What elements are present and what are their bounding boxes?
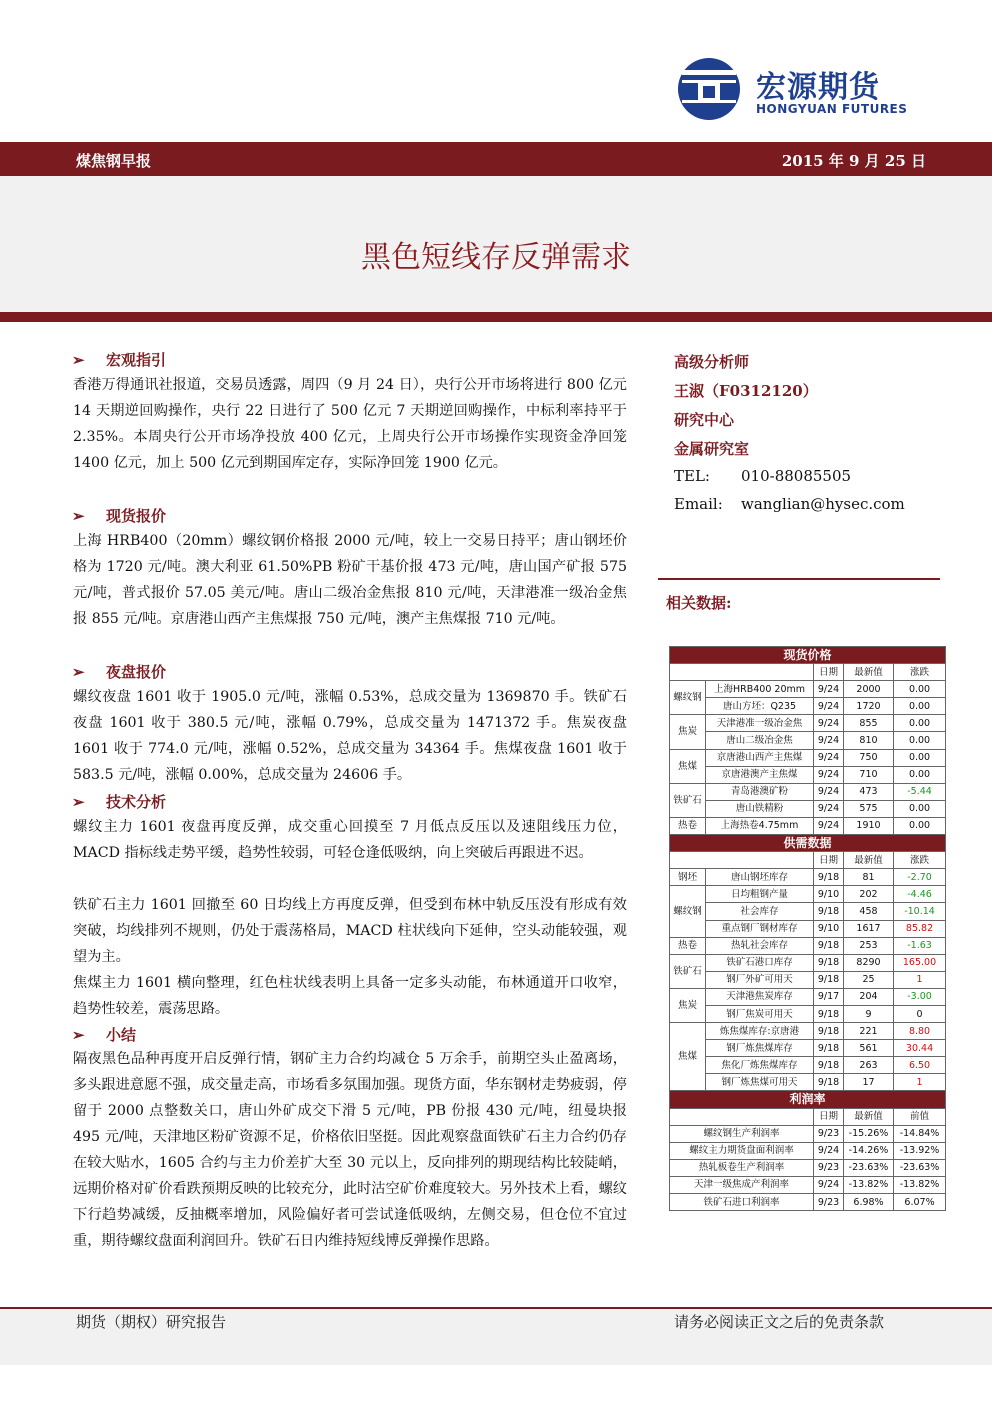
table-prev-cell: -13.92% bbox=[894, 1142, 946, 1159]
company-logo bbox=[676, 56, 926, 122]
arrow-bullet-icon: ➢ bbox=[72, 793, 85, 811]
table-date-cell: 9/10 bbox=[814, 920, 844, 937]
table-value-cell: 6.98% bbox=[844, 1194, 894, 1211]
table-item-cell: 社会库存 bbox=[706, 903, 814, 920]
table-item-cell: 京唐港澳产主焦煤 bbox=[706, 766, 814, 783]
table-header-blank bbox=[670, 664, 814, 681]
table-value-cell: 750 bbox=[844, 749, 894, 766]
table-section-title-row bbox=[670, 835, 946, 852]
table-category-cell: 螺纹钢 bbox=[670, 886, 706, 937]
table-item-cell: 天津港焦炭库存 bbox=[706, 988, 814, 1005]
table-date-cell: 9/24 bbox=[814, 1142, 844, 1159]
table-value-cell: 1720 bbox=[844, 698, 894, 715]
logo-chinese-name: 宏源期货 bbox=[756, 70, 880, 105]
table-row bbox=[670, 971, 946, 988]
table-prev-cell: -14.84% bbox=[894, 1125, 946, 1142]
analyst-name: 王淑（F0312120） bbox=[674, 382, 818, 400]
table-change-cell: 0.00 bbox=[894, 732, 946, 749]
tel-value: 010-88085505 bbox=[741, 467, 852, 485]
table-date-cell: 9/23 bbox=[814, 1194, 844, 1211]
arrow-bullet-icon: ➢ bbox=[72, 351, 85, 369]
tel-label: TEL: bbox=[674, 467, 710, 485]
footer-divider bbox=[0, 1307, 992, 1309]
table-section-title-row bbox=[670, 1091, 946, 1108]
table-item-cell: 唐山钢坯库存 bbox=[706, 869, 814, 886]
table-value-cell: 9 bbox=[844, 1005, 894, 1022]
table-value-cell: -15.26% bbox=[844, 1125, 894, 1142]
table-row bbox=[670, 766, 946, 783]
market-data-table bbox=[669, 646, 946, 1211]
table-section-title: 现货价格 bbox=[670, 647, 946, 664]
table-row bbox=[670, 869, 946, 886]
table-date-cell: 9/18 bbox=[814, 869, 844, 886]
section-heading-macro: ➢ 宏观指引 bbox=[72, 351, 167, 369]
table-row bbox=[670, 920, 946, 937]
arrow-bullet-icon: ➢ bbox=[72, 663, 85, 681]
table-row bbox=[670, 1142, 946, 1159]
table-change-cell: -1.63 bbox=[894, 937, 946, 954]
table-change-cell: 85.82 bbox=[894, 920, 946, 937]
page-title: 黑色短线存反弹需求 bbox=[361, 240, 631, 275]
table-header-cell: 涨跌 bbox=[894, 852, 946, 869]
table-value-cell: 473 bbox=[844, 783, 894, 800]
table-header-cell: 日期 bbox=[814, 1108, 844, 1125]
paragraph-night: 螺纹夜盘 1601 收于 1905.0 元/吨，涨幅 0.53%，总成交量为 1369870 手。铁矿石夜盘 1601 收于 380.5 元/吨，涨幅 0.79%，总成交量为 1471372 手。焦炭夜盘 1601 收于 774.0 元/吨，涨幅 0.52%，总成交量为 34364 手。焦煤夜盘 1601 收于 583.5 元/吨，涨幅 0.00%，总成交量为 24606 手。 bbox=[73, 689, 627, 783]
table-value-cell: -23.63% bbox=[844, 1159, 894, 1176]
table-date-cell: 9/24 bbox=[814, 766, 844, 783]
table-item-cell: 钢厂炼焦煤可用天 bbox=[706, 1074, 814, 1091]
report-type: 煤焦钢早报 bbox=[76, 152, 152, 170]
table-row bbox=[670, 749, 946, 766]
table-change-cell: 0.00 bbox=[894, 715, 946, 732]
table-row bbox=[670, 800, 946, 817]
table-row bbox=[670, 988, 946, 1005]
table-row bbox=[670, 698, 946, 715]
table-category-cell: 焦炭 bbox=[670, 715, 706, 749]
table-section-title-row bbox=[670, 647, 946, 664]
table-value-cell: 263 bbox=[844, 1057, 894, 1074]
table-row bbox=[670, 903, 946, 920]
arrow-bullet-icon: ➢ bbox=[72, 507, 85, 525]
table-date-cell: 9/18 bbox=[814, 903, 844, 920]
table-change-cell: -5.44 bbox=[894, 783, 946, 800]
table-item-cell: 铁矿石进口利润率 bbox=[670, 1194, 814, 1211]
table-header-cell: 前值 bbox=[894, 1108, 946, 1125]
table-prev-cell: -13.82% bbox=[894, 1176, 946, 1193]
table-change-cell: 165.00 bbox=[894, 954, 946, 971]
table-date-cell: 9/24 bbox=[814, 681, 844, 698]
table-value-cell: 204 bbox=[844, 988, 894, 1005]
table-category-cell: 铁矿石 bbox=[670, 783, 706, 817]
table-prev-cell: -23.63% bbox=[894, 1159, 946, 1176]
paragraph-technical-1: 螺纹主力 1601 夜盘再度反弹，成交重心回摸至 7 月低点反压以及速阻线压力位，MACD 指标线走势平缓，趋势性较弱，可轻仓逢低吸纳，向上突破后再跟进不迟。 bbox=[73, 819, 627, 861]
table-category-cell: 焦煤 bbox=[670, 1023, 706, 1091]
table-change-cell: 1 bbox=[894, 1074, 946, 1091]
table-item-cell: 炼焦煤库存:京唐港 bbox=[706, 1023, 814, 1040]
table-category-cell: 焦煤 bbox=[670, 749, 706, 783]
paragraph-macro: 香港万得通讯社报道，交易员透露，周四（9 月 24 日），央行公开市场将进行 800 亿元 14 天期逆回购操作，央行 22 日进行了 500 亿元 7 天期逆回购操作，中标利率持平于 2.35%。本周央行公开市场净投放 400 亿元，上周央行公开市场操作实现资金净回笼 1400 亿元，加上 500 亿元到期国库定存，实际净回笼 1900 亿元。 bbox=[73, 377, 627, 471]
table-item-cell: 京唐港山西产主焦煤 bbox=[706, 749, 814, 766]
table-date-cell: 9/18 bbox=[814, 954, 844, 971]
table-change-cell: 30.44 bbox=[894, 1040, 946, 1057]
table-item-cell: 唐山铁精粉 bbox=[706, 800, 814, 817]
section-heading-night: ➢ 夜盘报价 bbox=[72, 663, 167, 681]
table-item-cell: 钢厂焦炭可用天 bbox=[706, 1005, 814, 1022]
table-change-cell: 0.00 bbox=[894, 698, 946, 715]
table-row bbox=[670, 886, 946, 903]
table-change-cell: 0 bbox=[894, 1005, 946, 1022]
table-item-cell: 唐山方坯：Q235 bbox=[706, 698, 814, 715]
table-category-cell: 热卷 bbox=[670, 937, 706, 954]
title-divider bbox=[0, 312, 992, 322]
table-change-cell: 0.00 bbox=[894, 800, 946, 817]
table-date-cell: 9/18 bbox=[814, 1005, 844, 1022]
table-date-cell: 9/24 bbox=[814, 1176, 844, 1193]
table-item-cell: 钢厂炼焦煤库存 bbox=[706, 1040, 814, 1057]
table-header-blank bbox=[670, 1108, 814, 1125]
table-row bbox=[670, 1194, 946, 1211]
table-item-cell: 唐山二级冶金焦 bbox=[706, 732, 814, 749]
table-value-cell: 575 bbox=[844, 800, 894, 817]
table-date-cell: 9/24 bbox=[814, 698, 844, 715]
email-label: Email: bbox=[674, 495, 723, 513]
table-header-row bbox=[670, 1108, 946, 1125]
table-item-cell: 螺纹钢生产利润率 bbox=[670, 1125, 814, 1142]
table-item-cell: 焦化厂炼焦煤库存 bbox=[706, 1057, 814, 1074]
table-item-cell: 铁矿石港口库存 bbox=[706, 954, 814, 971]
email-value[interactable]: wanglian@hysec.com bbox=[741, 495, 905, 513]
table-item-cell: 螺纹主力期货盘面利润率 bbox=[670, 1142, 814, 1159]
table-change-cell: 6.50 bbox=[894, 1057, 946, 1074]
table-date-cell: 9/24 bbox=[814, 817, 844, 834]
section-heading-summary: ➢ 小结 bbox=[72, 1026, 137, 1044]
table-item-cell: 日均粗钢产量 bbox=[706, 886, 814, 903]
table-change-cell: -2.70 bbox=[894, 869, 946, 886]
table-category-cell: 焦炭 bbox=[670, 988, 706, 1022]
table-item-cell: 钢厂外矿可用天 bbox=[706, 971, 814, 988]
table-row bbox=[670, 1125, 946, 1142]
table-row bbox=[670, 1040, 946, 1057]
table-row bbox=[670, 954, 946, 971]
right-column-divider bbox=[658, 578, 940, 580]
table-date-cell: 9/18 bbox=[814, 937, 844, 954]
paragraph-spot: 上海 HRB400（20mm）螺纹钢价格报 2000 元/吨，较上一交易日持平；唐山钢坯价格为 1720 元/吨。澳大利亚 61.50%PB 粉矿干基价报 473 元/吨，唐山国产矿报 575 元/吨，普式报价 57.05 美元/吨。唐山二级冶金焦报 810 元/吨，天津港准一级冶金焦报 855 元/吨。京唐港山西产主焦煤报 750 元/吨，澳产主焦煤报 710 元/吨。 bbox=[73, 533, 627, 627]
table-change-cell: -10.14 bbox=[894, 903, 946, 920]
table-category-cell: 钢坯 bbox=[670, 869, 706, 886]
table-value-cell: 1617 bbox=[844, 920, 894, 937]
table-item-cell: 上海热卷4.75mm bbox=[706, 817, 814, 834]
table-value-cell: 855 bbox=[844, 715, 894, 732]
table-change-cell: 0.00 bbox=[894, 766, 946, 783]
table-section-title: 供需数据 bbox=[670, 835, 946, 852]
table-item-cell: 热轧板卷生产利润率 bbox=[670, 1159, 814, 1176]
table-date-cell: 9/24 bbox=[814, 732, 844, 749]
table-value-cell: 1910 bbox=[844, 817, 894, 834]
table-date-cell: 9/23 bbox=[814, 1125, 844, 1142]
table-value-cell: 25 bbox=[844, 971, 894, 988]
table-row bbox=[670, 783, 946, 800]
table-row bbox=[670, 715, 946, 732]
table-header-row bbox=[670, 852, 946, 869]
table-date-cell: 9/24 bbox=[814, 749, 844, 766]
analyst-role: 高级分析师 bbox=[674, 353, 750, 371]
table-value-cell: 17 bbox=[844, 1074, 894, 1091]
analyst-dept: 研究中心 bbox=[674, 411, 735, 429]
report-date: 2015 年 9 月 25 日 bbox=[781, 152, 926, 170]
paragraph-technical-3: 焦煤主力 1601 横向整理，红色柱状线表明上具备一定多头动能，布林通道开口收窄，趋势性较差，震荡思路。 bbox=[73, 975, 627, 1017]
table-change-cell: 0.00 bbox=[894, 817, 946, 834]
table-date-cell: 9/17 bbox=[814, 988, 844, 1005]
table-change-cell: -4.46 bbox=[894, 886, 946, 903]
table-value-cell: 202 bbox=[844, 886, 894, 903]
table-row bbox=[670, 732, 946, 749]
table-header-cell: 日期 bbox=[814, 852, 844, 869]
table-category-cell: 铁矿石 bbox=[670, 954, 706, 988]
table-value-cell: 2000 bbox=[844, 681, 894, 698]
analyst-subdept: 金属研究室 bbox=[674, 440, 750, 458]
table-item-cell: 青岛港澳矿粉 bbox=[706, 783, 814, 800]
footer-report-type: 期货（期权）研究报告 bbox=[76, 1313, 227, 1331]
table-row bbox=[670, 1159, 946, 1176]
table-row bbox=[670, 1074, 946, 1091]
table-value-cell: 253 bbox=[844, 937, 894, 954]
section-heading-spot: ➢ 现货报价 bbox=[72, 507, 167, 525]
table-value-cell: -14.26% bbox=[844, 1142, 894, 1159]
table-header-blank bbox=[670, 852, 814, 869]
table-date-cell: 9/18 bbox=[814, 1057, 844, 1074]
table-value-cell: 561 bbox=[844, 1040, 894, 1057]
table-row bbox=[670, 1057, 946, 1074]
related-data-label: 相关数据: bbox=[666, 594, 732, 612]
table-date-cell: 9/10 bbox=[814, 886, 844, 903]
table-change-cell: -3.00 bbox=[894, 988, 946, 1005]
table-date-cell: 9/24 bbox=[814, 715, 844, 732]
table-date-cell: 9/18 bbox=[814, 971, 844, 988]
table-date-cell: 9/18 bbox=[814, 1023, 844, 1040]
table-header-cell: 涨跌 bbox=[894, 664, 946, 681]
table-value-cell: 810 bbox=[844, 732, 894, 749]
table-row bbox=[670, 937, 946, 954]
table-change-cell: 8.80 bbox=[894, 1023, 946, 1040]
table-change-cell: 1 bbox=[894, 971, 946, 988]
table-header-cell: 日期 bbox=[814, 664, 844, 681]
table-date-cell: 9/18 bbox=[814, 1074, 844, 1091]
table-date-cell: 9/24 bbox=[814, 783, 844, 800]
table-section-title: 利润率 bbox=[670, 1091, 946, 1108]
table-item-cell: 热轧社会库存 bbox=[706, 937, 814, 954]
table-date-cell: 9/24 bbox=[814, 800, 844, 817]
footer-disclaimer: 请务必阅读正文之后的免责条款 bbox=[673, 1313, 884, 1331]
table-row bbox=[670, 817, 946, 834]
table-item-cell: 重点钢厂钢材库存 bbox=[706, 920, 814, 937]
table-value-cell: -13.82% bbox=[844, 1176, 894, 1193]
arrow-bullet-icon: ➢ bbox=[72, 1026, 85, 1044]
logo-english-name: HONGYUAN FUTURES bbox=[756, 102, 908, 116]
table-value-cell: 710 bbox=[844, 766, 894, 783]
table-header-row bbox=[670, 664, 946, 681]
table-row bbox=[670, 1023, 946, 1040]
table-category-cell: 螺纹钢 bbox=[670, 681, 706, 715]
logo-mark-icon bbox=[676, 56, 742, 122]
table-item-cell: 天津一级焦成产利润率 bbox=[670, 1176, 814, 1193]
table-date-cell: 9/18 bbox=[814, 1040, 844, 1057]
table-date-cell: 9/23 bbox=[814, 1159, 844, 1176]
table-change-cell: 0.00 bbox=[894, 681, 946, 698]
table-value-cell: 221 bbox=[844, 1023, 894, 1040]
paragraph-summary: 隔夜黑色品种再度开启反弹行情，钢矿主力合约均减仓 5 万余手，前期空头止盈离场，多头跟进意愿不强，成交量走高，市场看多氛围加强。现货方面，华东钢材走势疲弱，停留于 2000 点整数关口，唐山外矿成交下滑 5 元/吨，PB 份报 430 元/吨，纽曼块报 495 元/吨，天津地区粉矿资源不足，价格依旧坚挺。因此观察盘面铁矿石主力合约仍存在较大贴水，1605 合约与主力价差扩大至 30 元以上，反向排列的期现结构比较陡峭，远期价格对矿价看跌预期反映的比较充分，此时沽空矿价难度较大。另外技术上看，螺纹下行趋势减缓，反抽概率增加，风险偏好者可尝试逢低吸纳，左侧交易，但仓位不宜过重，期待螺纹盘面利润回升。铁矿石日内维持短线博反弹操作思路。 bbox=[73, 1051, 627, 1249]
table-row bbox=[670, 1005, 946, 1022]
section-heading-technical: ➢ 技术分析 bbox=[72, 793, 167, 811]
table-item-cell: 天津港准一级冶金焦 bbox=[706, 715, 814, 732]
table-value-cell: 458 bbox=[844, 903, 894, 920]
table-row bbox=[670, 681, 946, 698]
table-row bbox=[670, 1176, 946, 1193]
table-header-cell: 最新值 bbox=[844, 1108, 894, 1125]
table-value-cell: 81 bbox=[844, 869, 894, 886]
table-category-cell: 热卷 bbox=[670, 817, 706, 834]
table-header-cell: 最新值 bbox=[844, 852, 894, 869]
table-value-cell: 8290 bbox=[844, 954, 894, 971]
table-change-cell: 0.00 bbox=[894, 749, 946, 766]
table-prev-cell: 6.07% bbox=[894, 1194, 946, 1211]
table-item-cell: 上海HRB400 20mm bbox=[706, 681, 814, 698]
table-header-cell: 最新值 bbox=[844, 664, 894, 681]
paragraph-technical-2: 铁矿石主力 1601 回撤至 60 日均线上方再度反弹，但受到布林中轨反压没有形成有效突破，均线排列不规则，仍处于震荡格局，MACD 柱状线向下延伸，空头动能较强，观望为主。 bbox=[73, 897, 627, 965]
